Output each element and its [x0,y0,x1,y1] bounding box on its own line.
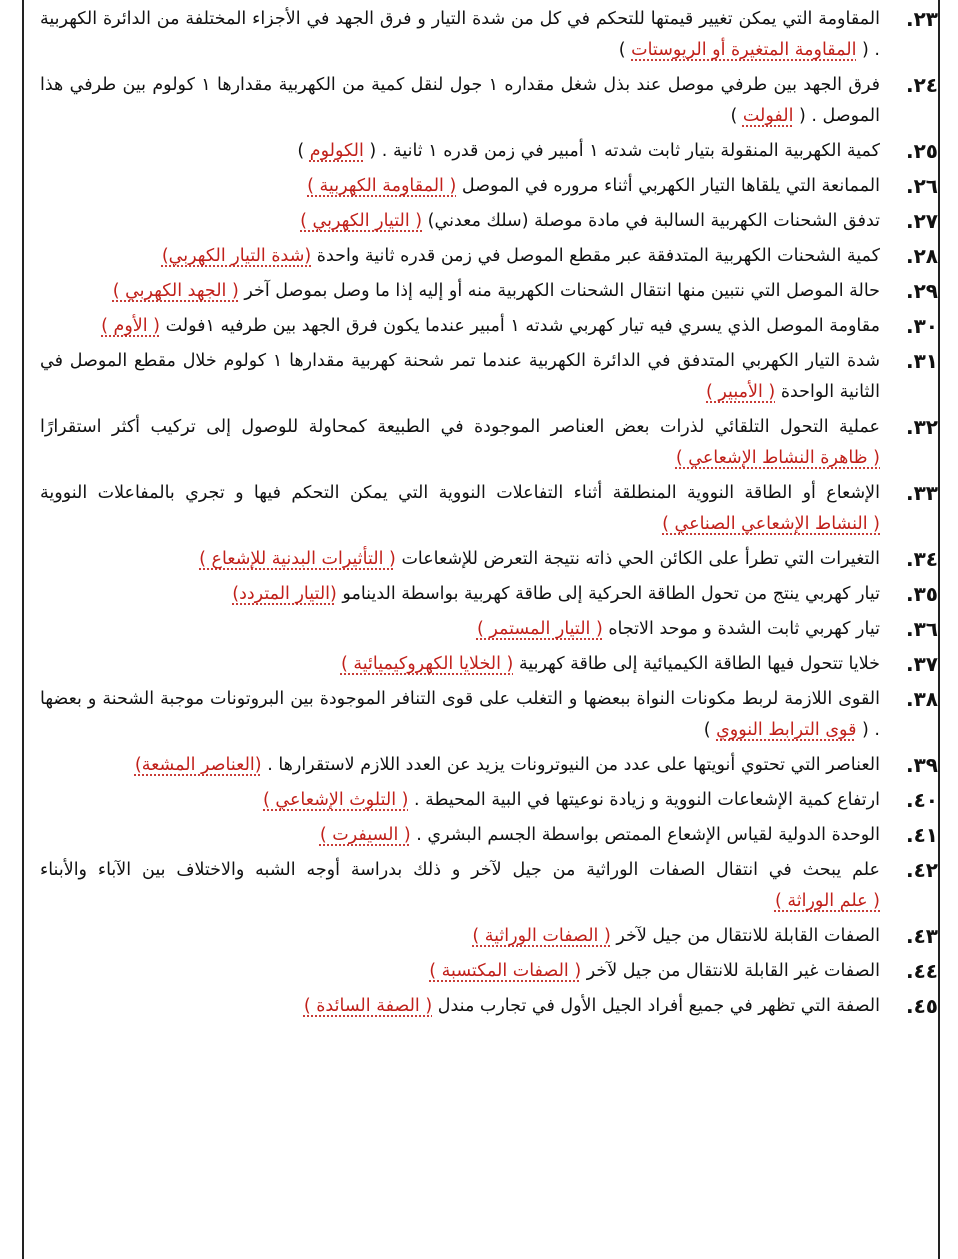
definition-text: تدفق الشحنات الكهربية السالبة في مادة موصلة (سلك معدني) [427,211,880,231]
item-number: ٣٠. [905,314,938,338]
answer-term: ( النشاط الإشعاعي الصناعي ) [662,514,880,534]
list-item [40,241,938,272]
item-definition [40,206,880,237]
item-definition [40,785,880,816]
left-margin-rule [22,0,24,1259]
item-definition [40,346,880,408]
answer-term: ( التيار الكهربي ) [300,211,423,231]
item-number: ٢٨. [905,244,938,268]
item-number: ٢٣. [905,7,938,31]
list-item [40,70,938,132]
item-definition [40,311,880,342]
item-definition [40,544,880,575]
closing-paren: ) [618,40,632,60]
item-definition [40,820,880,851]
list-item [40,311,938,342]
definition-text: الصفات غير القابلة للانتقال من جيل لآخر [586,961,880,981]
answer-term: ( الجهد الكهربي ) [112,281,239,301]
item-definition [40,649,880,680]
list-item [40,478,938,540]
answer-term: ( المقاومة الكهربية ) [307,176,457,196]
list-item [40,206,938,237]
item-number: ٣٢. [905,415,938,439]
item-definition [40,991,880,1022]
definition-text: تيار كهربي ينتج من تحول الطاقة الحركية إلى طاقة كهربية بواسطة الدينامو [342,584,880,604]
answer-term: ( علم الوراثة ) [774,891,880,911]
list-item [40,956,938,987]
item-number: ٢٦. [905,174,938,198]
item-definition [40,136,880,167]
list-item [40,346,938,408]
item-number: ٣٦. [905,617,938,641]
list-item [40,4,938,66]
item-number: ٤٢. [905,858,938,882]
item-number: ٤١. [905,823,938,847]
item-definition [40,70,880,132]
definition-text: التغيرات التي تطرأ على الكائن الحي ذاته نتيجة التعرض للإشعاعات [401,549,880,569]
item-definition [40,171,880,202]
definition-text: حالة الموصل التي نتبين منها انتقال الشحنات الكهربية منه أو إليه إذا ما وصل بموصل آخر [244,281,880,301]
list-item [40,750,938,781]
item-number: ٤٣. [905,924,938,948]
answer-term: قوى الترابط النووي [716,720,857,740]
answer-term: (التيار المتردد) [232,584,337,604]
list-item [40,649,938,680]
list-item [40,579,938,610]
definition-text: شدة التيار الكهربي المتدفق في الدائرة الكهربية عندما تمر شحنة كهربية مقدارها ١ كولوم خلال مقطع الموصل في الثانية الواحدة [40,351,880,402]
list-item [40,820,938,851]
list-item [40,921,938,952]
answer-term: (شدة التيار الكهربي) [161,246,312,266]
definition-text: كمية الكهربية المنقولة بتيار ثابت شدته ١ أمبير في زمن قدره ١ ثانية . ( [369,141,880,161]
answer-term: ( التلوث الإشعاعي ) [263,790,409,810]
list-item [40,991,938,1022]
definition-text: مقاومة الموصل الذي يسري فيه تيار كهربي شدته ١ أمبير عندما يكون فرق الجهد بين طرفيه ١فولت [165,316,880,336]
list-item [40,855,938,917]
item-number: ٣٣. [905,481,938,505]
item-number: ٣٨. [905,687,938,711]
item-number: ٣٥. [905,582,938,606]
definition-text: الصفة التي تظهر في جميع أفراد الجيل الأول في تجارب مندل [437,996,880,1016]
closing-paren: ) [730,106,743,126]
definition-text: تيار كهربي ثابت الشدة و موحد الاتجاه [608,619,880,639]
answer-term: ( الصفات المكتسبة ) [429,961,582,981]
definition-text: الممانعة التي يلقاها التيار الكهربي أثناء مروره في الموصل [461,176,880,196]
list-item [40,412,938,474]
closing-paren: ) [703,720,717,740]
answer-term: ( الصفات الوراثية ) [472,926,611,946]
answer-term: ( ظاهرة النشاط الإشعاعي ) [675,448,880,468]
item-definition [40,921,880,952]
item-definition [40,4,880,66]
item-definition [40,579,880,610]
item-number: ٢٧. [905,209,938,233]
list-item [40,544,938,575]
item-number: ٣٩. [905,753,938,777]
item-number: ٢٩. [905,279,938,303]
list-item [40,785,938,816]
item-definition [40,855,880,917]
definition-text: الإشعاع أو الطاقة النووية المنطلقة أثناء التفاعلات النووية التي يمكن التحكم فيها و تجري بالمفاعلات النووية [40,483,880,503]
definition-text: فرق الجهد بين طرفي موصل عند بذل شغل مقداره ١ جول لنقل كمية من الكهربية مقدارها ١ كولوم بين طرفي هذا الموصل . ( [40,75,880,126]
definition-text: كمية الشحنات الكهربية المتدفقة عبر مقطع الموصل في زمن قدره ثانية واحدة [316,246,880,266]
item-number: ٣٤. [905,547,938,571]
definition-text: العناصر التي تحتوي أنويتها على عدد من النيوترونات يزيد عن العدد اللازم لاستقرارها . [267,755,880,775]
answer-term: الفولت [742,106,794,126]
definition-text: المقاومة التي يمكن تغيير قيمتها للتحكم في كل من شدة التيار و فرق الجهد في الأجزاء المختلفة من الدائرة الكهربية . ( [40,9,880,60]
answer-term: ( الصفة السائدة ) [303,996,433,1016]
answer-term: الكولوم [309,141,364,161]
item-number: ٤٥. [905,994,938,1018]
definition-text: القوى اللازمة لربط مكونات النواة ببعضها و التغلب على قوى التنافر الموجودة بين البروتونات موجبة الشحنة و بعضها . ( [40,689,880,740]
item-definition [40,750,880,781]
definition-text: عملية التحول التلقائي لذرات بعض العناصر الموجودة في الطبيعة كمحاولة للوصول إلى تركيب أكثر استقرارًا [40,417,880,437]
list-item [40,276,938,307]
definition-text: ارتفاع كمية الإشعاعات النووية و زيادة نوعيتها في البية المحيطة . [414,790,880,810]
list-item [40,171,938,202]
item-number: ٣١. [905,349,938,373]
list-item [40,684,938,746]
list-item [40,614,938,645]
answer-term: (العناصر المشعة) [134,755,262,775]
definition-text: الوحدة الدولية لقياس الإشعاع الممتص بواسطة الجسم البشري . [416,825,880,845]
item-number: ٤٤. [905,959,938,983]
item-number: ٢٤. [905,73,938,97]
item-definition [40,478,880,540]
answer-term: ( الخلايا الكهروكيميائية ) [340,654,514,674]
definition-text: علم يبحث في انتقال الصفات الوراثية من جيل لآخر و ذلك بدراسة أوجه الشبه والاختلاف بين الآباء والأبناء [40,860,880,880]
item-definition [40,956,880,987]
answer-term: المقاومة المتغيرة أو الريوستات [631,40,857,60]
item-number: ٢٥. [905,139,938,163]
right-margin-rule [938,0,940,1259]
definitions-list [40,4,938,1026]
item-definition [40,684,880,746]
item-definition [40,412,880,474]
item-number: ٤٠. [905,788,938,812]
list-item [40,136,938,167]
definition-text: الصفات القابلة للانتقال من جيل لآخر [616,926,880,946]
item-number: ٣٧. [905,652,938,676]
answer-term: ( الأمبير ) [706,382,776,402]
answer-term: ( السيفرت ) [319,825,411,845]
item-definition [40,614,880,645]
definition-text: خلايا تتحول فيها الطاقة الكيميائية إلى طاقة كهربية [518,654,880,674]
item-definition [40,276,880,307]
answer-term: ( التأثيرات البدنية للإشعاع ) [199,549,396,569]
answer-term: ( التيار المستمر ) [476,619,603,639]
answer-term: ( الأوم ) [101,316,161,336]
item-definition [40,241,880,272]
closing-paren: ) [297,141,310,161]
